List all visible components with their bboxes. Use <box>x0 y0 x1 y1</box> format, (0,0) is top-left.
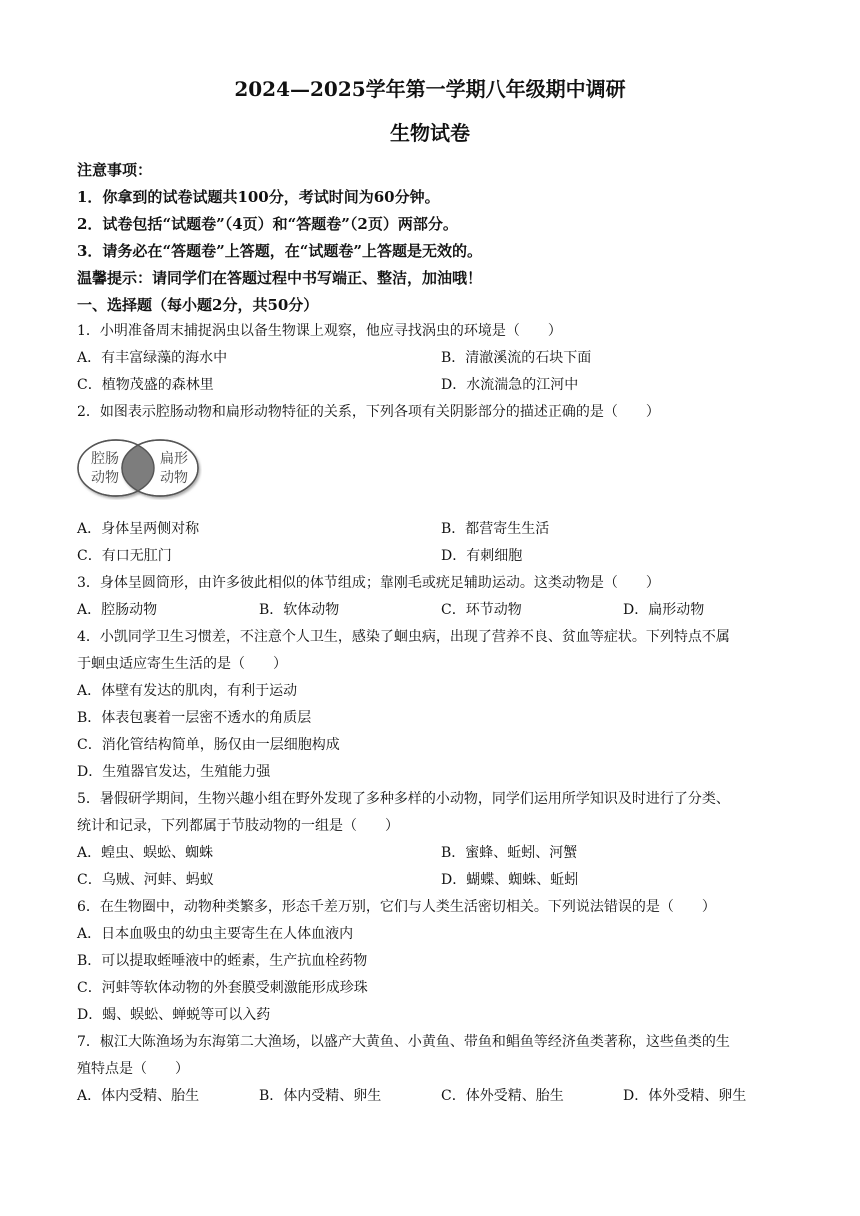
q5-option-c: C．乌贼、河蚌、蚂蚁 <box>77 872 214 888</box>
section-heading: 一、选择题（每小题2分，共50分） <box>77 296 319 314</box>
q7-stem-line2: 殖特点是（ ） <box>77 1061 189 1077</box>
q5-stem-line1: 5．暑假研学期间，生物兴趣小组在野外发现了多种多样的小动物，同学们运用所学知识及时进行了分类、 <box>77 791 730 807</box>
q2-stem: 2．如图表示腔肠动物和扁形动物特征的关系，下列各项有关阴影部分的描述正确的是（ ） <box>77 404 660 420</box>
q7-option-c: C．体外受精、胎生 <box>441 1088 564 1104</box>
q7-option-a: A．体内受精、胎生 <box>77 1088 200 1104</box>
q4-option-b: B．体表包裹着一层密不透水的角质层 <box>77 710 312 726</box>
q7-stem-line1: 7．椒江大陈渔场为东海第二大渔场，以盛产大黄鱼、小黄鱼、带鱼和鲳鱼等经济鱼类著称，这些鱼类的生 <box>77 1034 730 1050</box>
q3-option-c: C．环节动物 <box>441 602 522 618</box>
q6-option-c: C．河蚌等软体动物的外套膜受刺激能形成珍珠 <box>77 980 368 996</box>
q2-option-d: D．有刺细胞 <box>441 548 523 564</box>
q2-option-b: B．都营寄生生活 <box>441 521 550 537</box>
q7-option-b: B．体内受精、卵生 <box>259 1088 382 1104</box>
q3-option-b: B．软体动物 <box>259 602 340 618</box>
q5-option-d: D．蝴蝶、蜘蛛、蚯蚓 <box>441 872 579 888</box>
venn-left-label-1: 腔肠 <box>91 451 119 467</box>
q5-stem-line2: 统计和记录，下列都属于节肢动物的一组是（ ） <box>77 818 399 834</box>
q1-option-d: D．水流湍急的江河中 <box>441 377 579 393</box>
notice-item-1: 1．你拿到的试卷试题共100分，考试时间为60分钟。 <box>77 188 440 206</box>
notice-item-2: 2．试卷包括“试题卷”（4页）和“答题卷”（2页）两部分。 <box>77 215 458 233</box>
q7-option-d: D．体外受精、卵生 <box>623 1088 747 1104</box>
q1-option-a: A．有丰富绿藻的海水中 <box>77 350 228 366</box>
notice-tip: 温馨提示：请同学们在答题过程中书写端正、整洁，加油哦！ <box>77 269 483 287</box>
q2-option-a: A．身体呈两侧对称 <box>77 521 200 537</box>
q3-stem: 3．身体呈圆筒形，由许多彼此相似的体节组成；靠刚毛或疣足辅助运动。这类动物是（ ） <box>77 575 660 591</box>
q4-option-a: A．体壁有发达的肌肉，有利于运动 <box>77 683 298 699</box>
venn-left-label-2: 动物 <box>91 470 119 486</box>
page-subtitle: 生物试卷 <box>390 121 470 145</box>
q3-option-a: A．腔肠动物 <box>77 602 158 618</box>
q1-option-b: B．清澈溪流的石块下面 <box>441 350 592 366</box>
venn-right-label-1: 扁形 <box>160 451 188 467</box>
page-title: 2024—2025学年第一学期八年级期中调研 <box>234 77 626 101</box>
q5-option-a: A．蝗虫、蜈蚣、蜘蛛 <box>77 845 214 861</box>
q6-option-d: D．蝎、蜈蚣、蝉蜕等可以入药 <box>77 1007 271 1023</box>
notice-heading: 注意事项： <box>77 161 153 179</box>
q4-stem-line1: 4．小凯同学卫生习惯差，不注意个人卫生，感染了蛔虫病，出现了营养不良、贫血等症状。下列特点不属 <box>77 629 730 645</box>
q1-stem: 1．小明准备周末捕捉涡虫以备生物课上观察，他应寻找涡虫的环境是（ ） <box>77 323 562 339</box>
q6-option-a: A．日本血吸虫的幼虫主要寄生在人体血液内 <box>77 926 354 942</box>
q4-option-d: D．生殖器官发达，生殖能力强 <box>77 764 271 780</box>
q6-stem: 6．在生物圈中，动物种类繁多，形态千差万别，它们与人类生活密切相关。下列说法错误的是（ ） <box>77 899 716 915</box>
q4-stem-line2: 于蛔虫适应寄生生活的是（ ） <box>77 656 287 672</box>
q2-option-c: C．有口无肛门 <box>77 548 172 564</box>
q1-option-c: C．植物茂盛的森林里 <box>77 377 214 393</box>
venn-diagram <box>76 436 202 500</box>
notice-item-3: 3．请务必在“答题卷”上答题，在“试题卷”上答题是无效的。 <box>77 242 482 260</box>
q6-option-b: B．可以提取蛭唾液中的蛭素，生产抗血栓药物 <box>77 953 368 969</box>
q3-option-d: D．扁形动物 <box>623 602 705 618</box>
q4-option-c: C．消化管结构简单，肠仅由一层细胞构成 <box>77 737 340 753</box>
q5-option-b: B．蜜蜂、蚯蚓、河蟹 <box>441 845 578 861</box>
venn-right-label-2: 动物 <box>160 470 188 486</box>
